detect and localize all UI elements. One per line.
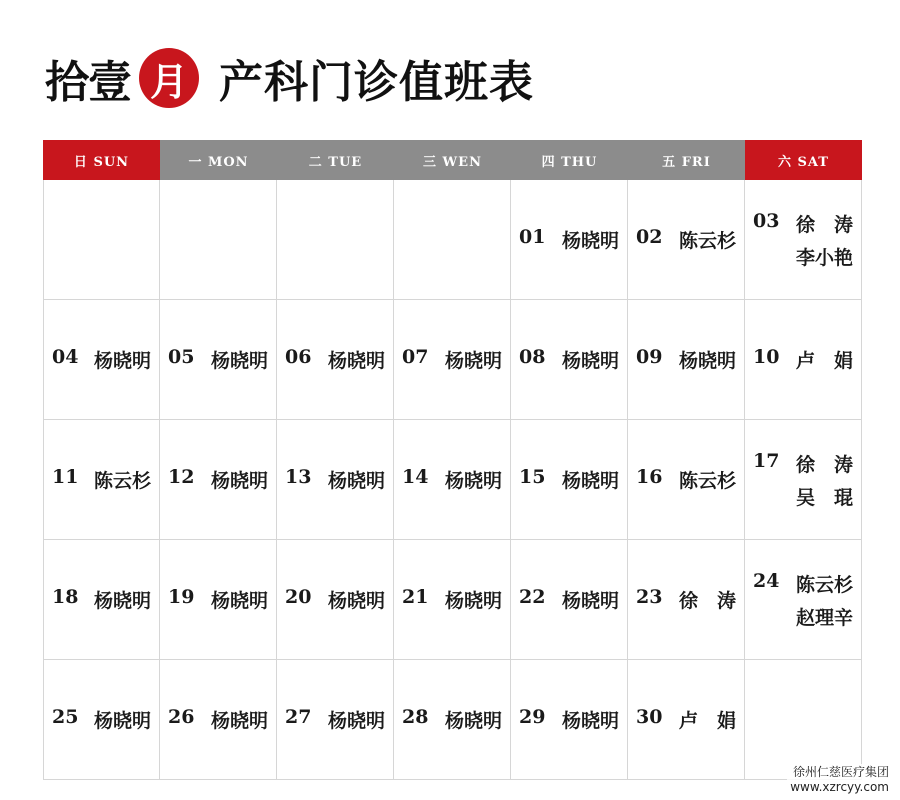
cell-line — [519, 346, 619, 373]
doctor-name-secondary: 李小艳 — [795, 246, 853, 269]
doctor-name: 杨晓明 — [561, 470, 619, 492]
doctor-name-secondary: 吴 琨 — [795, 486, 853, 509]
calendar-cell — [745, 300, 862, 420]
day-number: 07 — [402, 346, 429, 368]
doctor-name: 杨晓明 — [210, 710, 268, 732]
calendar-cell — [745, 660, 862, 780]
day-number: 08 — [519, 346, 546, 368]
doctor-name: 徐 涛 — [678, 590, 736, 612]
cell-line — [285, 706, 385, 733]
day-number: 06 — [285, 346, 312, 368]
doctor-name: 杨晓明 — [210, 470, 268, 492]
calendar-cell — [43, 300, 160, 420]
day-number: 11 — [52, 466, 79, 488]
day-number: 13 — [285, 466, 312, 488]
calendar-cell — [160, 180, 277, 300]
doctor-name: 杨晓明 — [327, 710, 385, 732]
day-number: 04 — [52, 346, 79, 368]
calendar-cell — [394, 180, 511, 300]
calendar-cell — [277, 540, 394, 660]
doctor-name: 杨晓明 — [561, 590, 619, 612]
doctor-name: 杨晓明 — [210, 590, 268, 612]
cell-line — [753, 346, 853, 373]
doctor-name: 杨晓明 — [444, 590, 502, 612]
cell-line — [519, 586, 619, 613]
calendar-cell — [43, 540, 160, 660]
cell-line — [753, 450, 853, 477]
watermark-site: www.xzrcyy.com — [790, 780, 889, 794]
calendar-cell — [394, 540, 511, 660]
calendar-cell — [628, 420, 745, 540]
calendar-cell — [745, 540, 862, 660]
calendar-cell — [745, 180, 862, 300]
cell-line — [636, 706, 736, 733]
calendar-cell — [160, 300, 277, 420]
cell-line — [753, 570, 853, 597]
doctor-name: 杨晓明 — [444, 350, 502, 372]
page-title — [45, 46, 534, 110]
cell-line — [402, 586, 502, 613]
doctor-name: 杨晓明 — [210, 350, 268, 372]
duty-calendar — [43, 140, 862, 780]
weekday-header-fri: 五 FRI — [628, 140, 745, 180]
day-number: 02 — [636, 226, 663, 248]
cell-line — [753, 210, 853, 237]
day-number: 22 — [519, 586, 546, 608]
cell-line — [519, 706, 619, 733]
calendar-cell — [628, 180, 745, 300]
cell-line — [636, 226, 736, 253]
cell-line — [519, 226, 619, 253]
calendar-cell — [43, 420, 160, 540]
calendar-cell — [160, 660, 277, 780]
cell-line — [52, 586, 151, 613]
day-number: 09 — [636, 346, 663, 368]
calendar-cell — [511, 540, 628, 660]
calendar-cell — [628, 300, 745, 420]
cell-line — [636, 586, 736, 613]
cell-line — [402, 466, 502, 493]
weekday-header-mon: 一 MON — [160, 140, 277, 180]
cell-line — [636, 466, 736, 493]
day-number: 25 — [52, 706, 79, 728]
doctor-name: 卢 娟 — [795, 350, 853, 372]
cell-line — [402, 706, 502, 733]
calendar-cell — [628, 540, 745, 660]
doctor-name: 杨晓明 — [561, 350, 619, 372]
doctor-name: 陈云杉 — [678, 470, 736, 492]
cell-line — [285, 586, 385, 613]
weekday-header-sun: 日 SUN — [43, 140, 160, 180]
calendar-cell — [628, 660, 745, 780]
calendar-cell — [160, 540, 277, 660]
cell-line — [168, 586, 268, 613]
day-number: 14 — [402, 466, 429, 488]
month-badge: 月 — [139, 48, 199, 108]
watermark — [787, 764, 892, 796]
day-number: 26 — [168, 706, 195, 728]
day-number: 12 — [168, 466, 195, 488]
cell-line — [285, 466, 385, 493]
day-number: 17 — [753, 449, 780, 472]
doctor-name: 杨晓明 — [444, 470, 502, 492]
calendar-cell — [511, 180, 628, 300]
cell-line — [168, 706, 268, 733]
doctor-name: 徐 涛 — [795, 453, 853, 476]
day-number: 27 — [285, 706, 312, 728]
doctor-name: 陈云杉 — [678, 230, 736, 252]
calendar-cell — [277, 180, 394, 300]
calendar-cell — [277, 300, 394, 420]
doctor-name: 陈云杉 — [93, 470, 151, 492]
doctor-name: 杨晓明 — [561, 710, 619, 732]
day-number: 20 — [285, 586, 312, 608]
doctor-name: 徐 涛 — [795, 213, 853, 236]
day-number: 05 — [168, 346, 195, 368]
cell-line — [402, 346, 502, 373]
doctor-name: 杨晓明 — [327, 470, 385, 492]
calendar-cell — [394, 420, 511, 540]
day-number: 16 — [636, 466, 663, 488]
doctor-name: 陈云杉 — [795, 573, 853, 596]
doctor-name: 杨晓明 — [93, 590, 151, 612]
cell-line — [636, 346, 736, 373]
doctor-name: 杨晓明 — [327, 350, 385, 372]
cell-line — [168, 466, 268, 493]
day-number: 24 — [753, 569, 780, 592]
day-number: 21 — [402, 586, 429, 608]
calendar-cell — [43, 660, 160, 780]
calendar-cell — [394, 300, 511, 420]
day-number: 29 — [519, 706, 546, 728]
cell-line — [52, 346, 151, 373]
weekday-header-sat: 六 SAT — [745, 140, 862, 180]
cell-line — [285, 346, 385, 373]
day-number: 28 — [402, 706, 429, 728]
day-number: 15 — [519, 466, 546, 488]
calendar-cell — [745, 420, 862, 540]
doctor-name: 杨晓明 — [561, 230, 619, 252]
day-number: 03 — [753, 209, 780, 232]
day-number: 18 — [52, 586, 79, 608]
doctor-name: 杨晓明 — [93, 350, 151, 372]
day-number: 19 — [168, 586, 195, 608]
day-number: 10 — [753, 346, 780, 368]
watermark-org: 徐州仁慈医疗集团 — [792, 765, 889, 779]
weekday-header-tue: 二 TUE — [277, 140, 394, 180]
doctor-name: 杨晓明 — [678, 350, 736, 372]
cell-line — [168, 346, 268, 373]
weekday-header-thu: 四 THU — [511, 140, 628, 180]
calendar-cell — [277, 660, 394, 780]
calendar-cell — [511, 420, 628, 540]
calendar-cell — [394, 660, 511, 780]
calendar-cell — [43, 180, 160, 300]
day-number: 30 — [636, 706, 663, 728]
cell-line — [52, 466, 151, 493]
calendar-cell — [160, 420, 277, 540]
calendar-cell — [511, 300, 628, 420]
weekday-header-wed: 三 WEN — [394, 140, 511, 180]
doctor-name-secondary: 赵理辛 — [795, 606, 853, 629]
doctor-name: 杨晓明 — [444, 710, 502, 732]
calendar-cell — [277, 420, 394, 540]
cell-line — [519, 466, 619, 493]
calendar-cell — [511, 660, 628, 780]
doctor-name: 杨晓明 — [327, 590, 385, 612]
title-main: 产科门诊值班表 — [219, 57, 534, 108]
doctor-name: 杨晓明 — [93, 710, 151, 732]
day-number: 01 — [519, 226, 546, 248]
day-number: 23 — [636, 586, 663, 608]
cell-line — [52, 706, 151, 733]
title-month-prefix: 拾壹 — [45, 57, 131, 108]
doctor-name: 卢 娟 — [678, 710, 736, 732]
